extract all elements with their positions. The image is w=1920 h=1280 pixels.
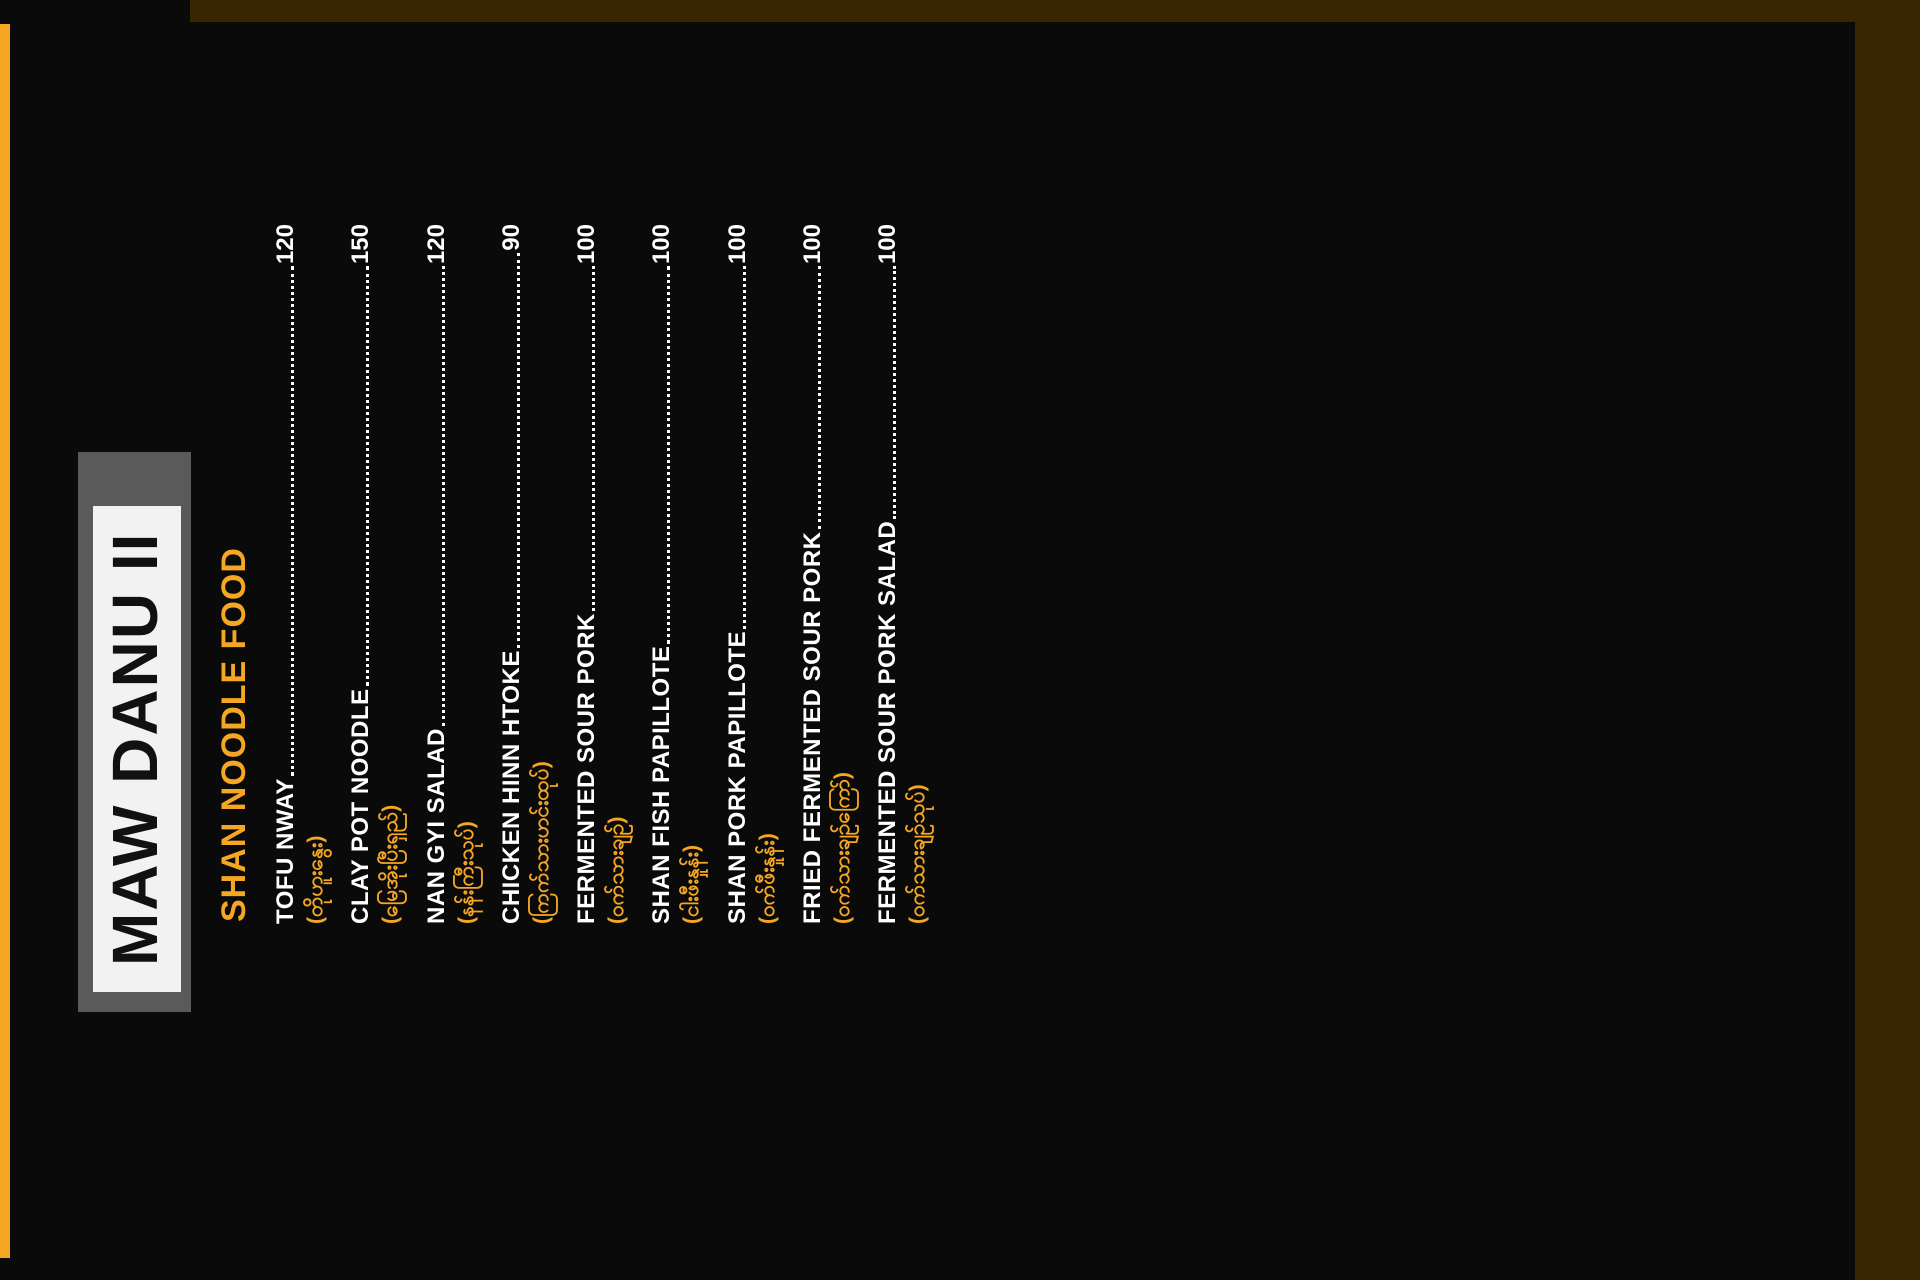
- item-name-burmese: (ငါးဖီးနှုန်း): [680, 845, 704, 924]
- list-item: [498, 224, 555, 924]
- list-item: [874, 224, 931, 924]
- left-orange-accent-bar: [0, 0, 10, 1280]
- leader-dots: [817, 266, 821, 529]
- leader-dots: [742, 266, 746, 629]
- item-name: SHAN FISH PAPILLOTE: [648, 645, 676, 924]
- list-item: [799, 224, 856, 924]
- item-price: 100: [573, 224, 601, 265]
- item-price: 120: [272, 224, 299, 265]
- item-name: TOFU NWAY: [272, 778, 299, 924]
- item-name-burmese: (မြေအိုးပြီးရှည်): [379, 804, 403, 924]
- item-name: SHAN PORK PAPILLOTE: [723, 630, 751, 924]
- item-price: 100: [874, 224, 902, 265]
- restaurant-title-box: [93, 506, 181, 992]
- item-name: FERMENTED SOUR PORK SALAD: [874, 520, 902, 924]
- item-name: NAN GYI SALAD: [422, 728, 450, 924]
- list-item: [272, 224, 329, 924]
- list-item: [724, 224, 781, 924]
- list-item: [423, 224, 480, 924]
- item-name: FRIED FERMENTED SOUR PORK: [799, 531, 827, 924]
- menu-board: [10, 22, 1855, 1280]
- item-price: 90: [497, 224, 525, 251]
- item-name-burmese: (ဝက်သားချဉ်): [605, 816, 629, 924]
- leader-dots: [666, 266, 670, 644]
- leader-dots: [290, 266, 294, 776]
- item-name: FERMENTED SOUR PORK: [573, 613, 601, 924]
- menu-item-list: [272, 224, 950, 924]
- item-price: 100: [723, 224, 751, 265]
- leader-dots: [591, 266, 595, 611]
- list-item: [347, 224, 404, 924]
- leader-dots: [441, 266, 445, 726]
- item-name-burmese: (ဝက်သားချဉ်ကြော်): [831, 772, 855, 924]
- item-name: CLAY POT NOODLE: [347, 688, 375, 924]
- leader-dots: [892, 266, 896, 519]
- item-price: 120: [422, 224, 450, 265]
- item-name: CHICKEN HINN HTOKE: [497, 650, 525, 924]
- item-name-burmese: (ကြက်သားဟင်းထုပ်): [529, 761, 553, 924]
- list-item: [648, 224, 705, 924]
- page-title: MAW DANU II: [99, 531, 171, 966]
- item-price: 100: [648, 224, 676, 265]
- item-price: 100: [799, 224, 827, 265]
- top-left-black-notch: [0, 0, 190, 24]
- list-item: [573, 224, 630, 924]
- bottom-left-black-notch: [0, 1258, 660, 1280]
- item-name-burmese: (ဝက်သားချဉ်သုပ်): [906, 784, 930, 924]
- item-price: 150: [347, 224, 375, 265]
- item-name-burmese: (ဝက်ဖီးနှုန်း): [755, 833, 779, 924]
- rotated-content-wrapper: [10, 22, 1855, 1280]
- section-heading: SHAN NOODLE FOOD: [215, 547, 253, 922]
- leader-dots: [365, 266, 369, 686]
- item-name-burmese: (တိုဟူးနွေး): [304, 835, 327, 924]
- item-name-burmese: (နန်းကြီးသုပ်): [454, 821, 478, 924]
- leader-dots: [516, 253, 520, 648]
